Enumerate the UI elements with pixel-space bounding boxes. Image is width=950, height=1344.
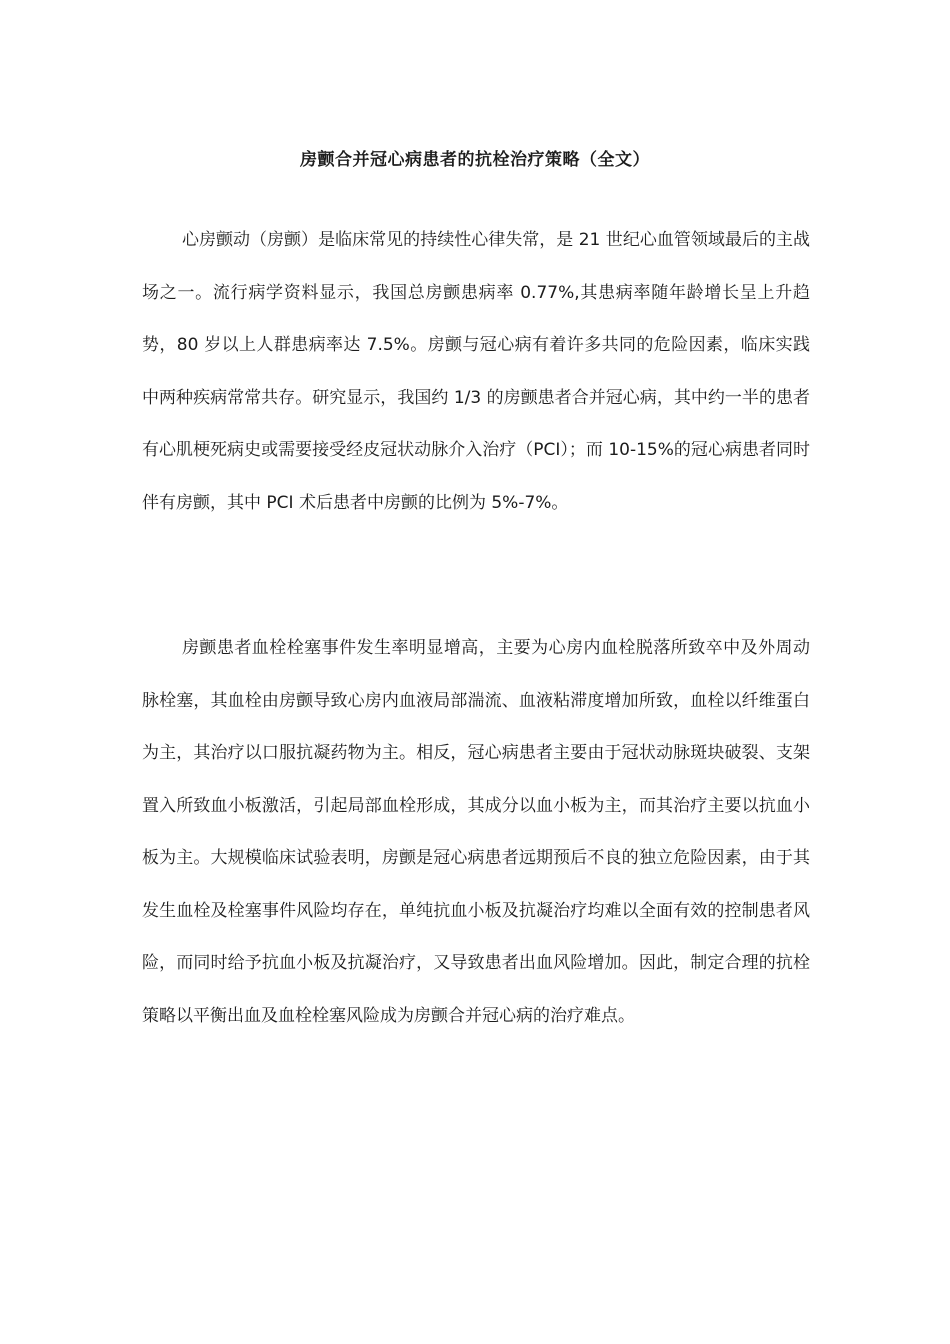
document-title: 房颤合并冠心病患者的抗栓治疗策略（全文） (300, 150, 650, 170)
paragraph-1: 心房颤动（房颤）是临床常见的持续性心律失常，是 21 世纪心血管领域最后的主战场之一。流行病学资料显示，我国总房颤患病率 0.77%,其患病率随年龄增长呈上升趋势，80 岁以上人群患病率达 7.5%。房颤与冠心病有着许多共同的危险因素，临床实践中两种疾病常常共存。研究显示，我国约 1/3 的房颤患者合并冠心病，其中约一半的患者有心肌梗死病史或需要接受经皮冠状动脉介入治疗（PCI）；而 10-15%的冠心病患者同时伴有房颤，其中 PCI 术后患者中房颤的比例为 5%-7%。 (142, 230, 810, 513)
paragraph-2: 房颤患者血栓栓塞事件发生率明显增高，主要为心房内血栓脱落所致卒中及外周动脉栓塞，其血栓由房颤导致心房内血液局部湍流、血液粘滞度增加所致，血栓以纤维蛋白为主，其治疗以口服抗凝药物为主。相反，冠心病患者主要由于冠状动脉斑块破裂、支架置入所致血小板激活，引起局部血栓形成，其成分以血小板为主，而其治疗主要以抗血小板为主。大规模临床试验表明，房颤是冠心病患者远期预后不良的独立危险因素，由于其发生血栓及栓塞事件风险均存在，单纯抗血小板及抗凝治疗均难以全面有效的控制患者风险，而同时给予抗血小板及抗凝治疗，又导致患者出血风险增加。因此，制定合理的抗栓策略以平衡出血及血栓栓塞风险成为房颤合并冠心病的治疗难点。 (142, 638, 810, 1026)
